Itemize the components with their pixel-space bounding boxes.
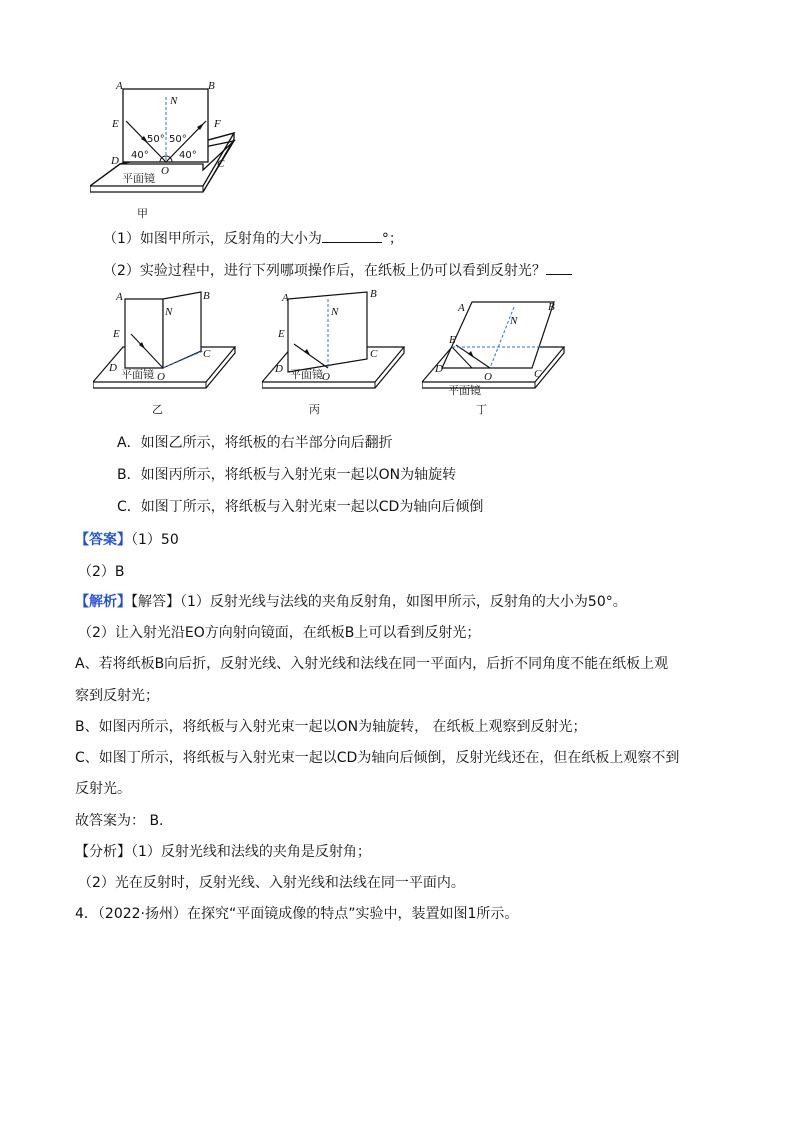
figure-caption: 丙 — [309, 403, 320, 416]
label-F: F — [214, 118, 221, 130]
label-N: N — [331, 306, 339, 318]
analysis-line-5: B、如图丙所示，将纸板与入射光束一起以ON为轴旋转， 在纸板上观察到反射光； — [75, 719, 587, 735]
analysis-line-2: （2）让入射光沿EO方向射向镜面，在纸板B上可以看到反射光； — [78, 625, 481, 641]
answer-line-1: 【答案】（1）50 — [75, 532, 179, 548]
question-2: （2）实验过程中，进行下列哪项操作后，在纸板上仍可以看到反射光？ — [103, 260, 572, 281]
figure-yi — [93, 287, 243, 422]
analysis-line-3: A、若将纸板B向后折，反射光线、入射光线和法线在同一平面内，后折不同角度不能在纸板上观 — [75, 656, 669, 672]
mirror-label: 平面镜 — [448, 384, 481, 397]
label-N: N — [170, 95, 178, 107]
label-B: B — [548, 301, 555, 313]
analysis-line-8: 故答案为： B. — [75, 813, 164, 829]
figure-caption: 丁 — [476, 403, 487, 416]
label-O: O — [157, 371, 165, 383]
figure-caption: 乙 — [152, 403, 163, 416]
angle-left-lower: 40° — [131, 150, 149, 161]
analysis-line-4: 察到反射光； — [75, 688, 159, 704]
fenxi-line-1: 【分析】（1）反射光线和法线的夹角是反射角； — [75, 844, 371, 860]
label-B: B — [370, 288, 377, 300]
answer-blank[interactable] — [322, 228, 382, 243]
figure-bing — [262, 287, 412, 422]
answer-line-2: （2）B — [78, 564, 125, 580]
label-D: D — [111, 155, 119, 167]
label-A: A — [116, 80, 123, 92]
label-C: C — [534, 368, 542, 380]
analysis-line-1: 【解析】【解答】（1）反射光线与法线的夹角反射角，如图甲所示，反射角的大小为50°。 — [75, 594, 627, 610]
label-N: N — [165, 306, 173, 318]
label-D: D — [275, 363, 283, 375]
label-E: E — [113, 328, 120, 340]
angle-right-lower: 40° — [179, 150, 197, 161]
mirror-label: 平面镜 — [122, 172, 155, 185]
answer-tag: 【答案】 — [75, 532, 131, 548]
label-E: E — [112, 118, 119, 130]
angle-right-upper: 50° — [169, 134, 187, 145]
angle-left-upper: 50° — [147, 134, 165, 145]
question-1: （1）如图甲所示，反射角的大小为 °； — [103, 228, 403, 249]
label-A: A — [458, 302, 465, 314]
paper-right-folded — [163, 292, 201, 368]
label-A: A — [116, 291, 123, 303]
fenxi-line-2: （2）光在反射时，反射光线、入射光线和法线在同一平面内。 — [78, 875, 465, 891]
next-question: 4．（2022·扬州）在探究“平面镜成像的特点”实验中，装置如图1所示。 — [75, 906, 519, 922]
label-E: E — [278, 328, 285, 340]
label-D: D — [109, 362, 117, 374]
label-C: C — [203, 348, 211, 360]
label-O: O — [484, 371, 492, 383]
label-E: E — [449, 334, 456, 346]
analysis-line-6: C、如图丁所示，将纸板与入射光束一起以CD为轴向后倾倒，反射光线还在，但在纸板上观察不到 — [75, 750, 680, 766]
answer-blank[interactable] — [546, 260, 572, 275]
fenxi-tag: 【分析】 — [75, 844, 131, 860]
option-b: B．如图丙所示，将纸板与入射光束一起以ON为轴旋转 — [117, 467, 457, 483]
label-B: B — [208, 80, 215, 92]
label-N: N — [510, 315, 518, 327]
figure-ding — [422, 287, 572, 422]
paper-left-half — [125, 299, 163, 368]
label-O: O — [161, 165, 169, 177]
label-C: C — [370, 348, 378, 360]
mirror-label: 平面镜 — [290, 368, 323, 381]
label-O: O — [322, 371, 330, 383]
mirror-label: 平面镜 — [121, 368, 154, 381]
option-c: C．如图丁所示，将纸板与入射光束一起以CD为轴向后倾倒 — [117, 499, 484, 515]
analysis-line-7: 反射光。 — [75, 781, 131, 797]
figure-caption: 甲 — [137, 207, 148, 220]
figure-jia — [90, 75, 250, 225]
analysis-tag: 【解析】 — [75, 594, 131, 610]
label-B: B — [203, 290, 210, 302]
label-C: C — [217, 158, 225, 170]
label-A: A — [282, 292, 289, 304]
option-a: A．如图乙所示，将纸板的右半部分向后翻折 — [117, 435, 393, 451]
label-D: D — [435, 363, 443, 375]
